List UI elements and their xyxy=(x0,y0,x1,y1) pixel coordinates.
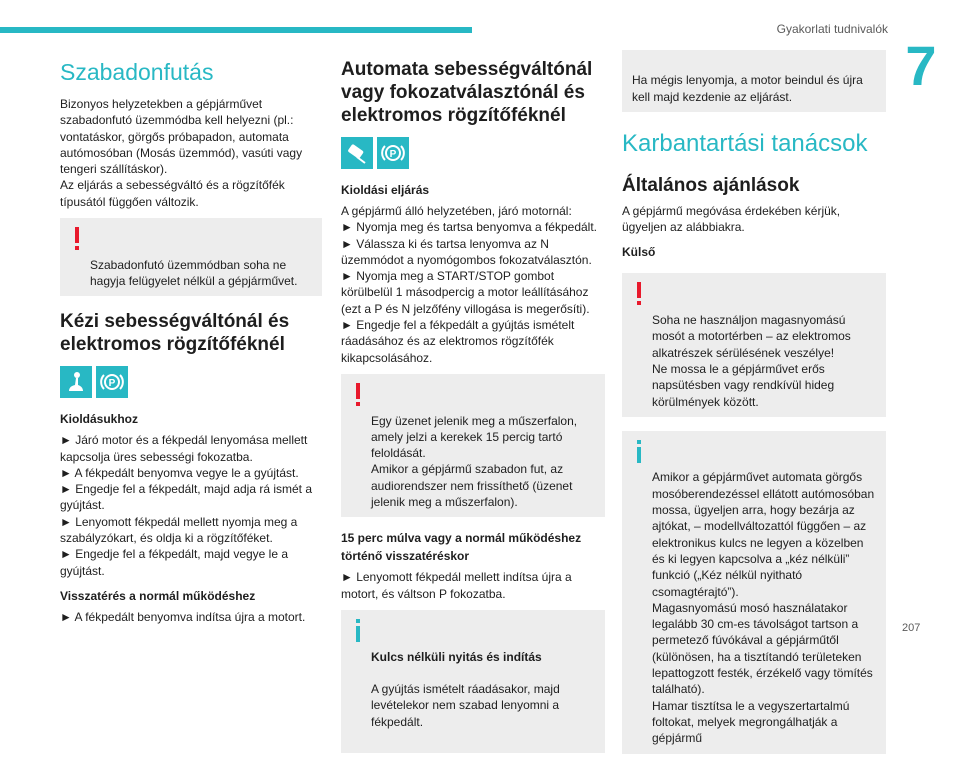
gear-selector-icon xyxy=(341,137,373,169)
general-text: A gépjármű megóvása érdekében kérjük, ügyeljen az alábbiakra. xyxy=(622,203,841,235)
warning-text: Szabadonfutó üzemmódban soha ne hagyja felügyelet nélkül a gépjárművet. xyxy=(90,257,298,288)
header-accent-bar xyxy=(0,27,472,33)
info-i-icon xyxy=(632,439,646,465)
return-title: Visszatérés a normál működéshez xyxy=(60,588,256,603)
svg-text:P: P xyxy=(108,378,116,390)
warning-box-message xyxy=(341,374,605,517)
warning-exclamation-icon xyxy=(351,382,365,408)
section-title-automatic: Automata sebességváltónál vagy fokozatválasztónál és elektromos rögzítőféknél xyxy=(341,59,593,126)
parking-brake-icon xyxy=(96,366,128,398)
release-steps: ► Járó motor és a fékpedál lenyomása mellett kapcsolja üres sebességi fokozatba. ► A fékpedált benyomva vegye le a gyújtást. ► Engedje fel a fékpedált, majd adja rá ismét a gyújtást. ► Lenyomott fékpedál mellett nyomja meg a szabályzókart, és oldja ki a rögzítőféket. ► Engedje fel a fékpedált, majd vegye le a gyújtást. xyxy=(60,433,313,578)
procedure-title: Kioldási eljárás xyxy=(341,183,430,197)
warning-box-highpressure xyxy=(622,273,886,416)
continued-box xyxy=(622,50,886,112)
manual-gear-lever-icon xyxy=(60,366,92,398)
section-title-manual: Kézi sebességváltónál és elektromos rögzítőféknél xyxy=(60,311,290,356)
header-title: Gyakorlati tudnivalók xyxy=(776,22,888,36)
icon-row-manual xyxy=(60,366,322,398)
procedure-text: A gépjármű álló helyzetében, járó motornál: ► Nyomja meg és tartsa benyomva a fékpedált. ► Válassza ki és tartsa lenyomva az N üzemmódot a nyomógombos fokozatválasztón. ► Nyomja meg a START/STOP gombot körülbelül 1 másodpercig a motor leállításához (ezt a P és N jelzőfény villogása is megerősíti). ► Engedje fel a fékpedált a gyújtás ismételt ráadásához és az elektromos rögzítőfék kikapcsolásához. xyxy=(341,204,597,365)
freewheel-intro: Bizonyos helyzetekben a gépjárművet szabadonfutó üzemmódba kell helyezni (pl.: vontatáskor, görgős próbapadon, automata autómosóban (Mosás üzemmód), vasúti vagy tengeri szállításkor). Az eljárás a sebességváltó és a rögzítőfék típusától függően változik. xyxy=(60,97,303,209)
column-3 xyxy=(622,50,886,764)
parking-brake-icon xyxy=(377,137,409,169)
info-box-keyless xyxy=(341,610,605,753)
after15-text: ► Lenyomott fékpedál mellett indítsa újra a motort, és váltson P fokozatba. xyxy=(341,570,572,601)
return-steps: ► A fékpedált benyomva indítsa újra a motort. xyxy=(60,609,306,624)
continued-text: Ha mégis lenyomja, a motor beindul és újra kell majd kezdenie az eljárást. xyxy=(632,73,863,104)
warning-exclamation-icon xyxy=(632,281,646,307)
page-number: 207 xyxy=(902,622,921,634)
warning-exclamation-icon xyxy=(70,226,84,252)
release-title: Kioldásukhoz xyxy=(60,412,139,427)
warning-text: Soha ne használjon magasnyomású mosót a motortérben – az elektromos alkatrészek sérülésének veszélye! Ne mossa le a gépjárművet erős napsütésben vagy rendkívül hideg körülmények között. xyxy=(652,313,851,409)
chapter-number: 7 xyxy=(905,34,937,97)
exterior-title: Külső xyxy=(622,245,656,260)
column-2 xyxy=(341,50,605,763)
icon-row-automatic xyxy=(341,137,605,169)
info-i-icon xyxy=(351,618,365,644)
info-text: A gyújtás ismételt ráadásakor, majd levételekor nem szabad lenyomni a fékpedált. xyxy=(371,682,560,729)
section-title-freewheel: Szabadonfutás xyxy=(60,59,214,85)
column-1 xyxy=(60,50,322,633)
info-box-carwash xyxy=(622,431,886,754)
after15-title: 15 perc múlva vagy a normál működéshez történő visszatéréskor xyxy=(341,531,582,564)
section-title-general: Általános ajánlások xyxy=(622,174,800,196)
warning-text: Egy üzenet jelenik meg a műszerfalon, amely jelzi a kerekek 15 percig tartó feloldását. Amikor a gépjármű szabadon fut, az audiorendszer nem frissíthető (üzenet jelenik meg a műszerfalon). xyxy=(371,413,578,510)
svg-text:P: P xyxy=(389,149,397,160)
info-text: Amikor a gépjárművet automata görgős mosóberendezéssel ellátott autómosóban mossa, ügyeljen arra, hogy bezárja az ajtókat, – modellváltozattól függően – az elektronikus kulcs ne legyen a közelben és ki legyen kapcsolva a „kéz nélküli” funkció („Kéz nélkül nyitható csomagtérajtó”). Magasnyomású mosó használatakor legalább 30 cm-es távolságot tartson a permetező fúvókával a gépjárműtől (különösen, ha a tisztítandó területeken lepattogzott festék, érzékelő vagy tömítés található). Hamar tisztítsa le a vegyszertartalmú foltokat, melyek megrongálhatják a gépjármű xyxy=(652,470,875,746)
section-title-maintenance: Karbantartási tanácsok xyxy=(622,129,868,157)
warning-box-unattended xyxy=(60,218,322,296)
info-title: Kulcs nélküli nyitás és indítás xyxy=(371,649,542,664)
